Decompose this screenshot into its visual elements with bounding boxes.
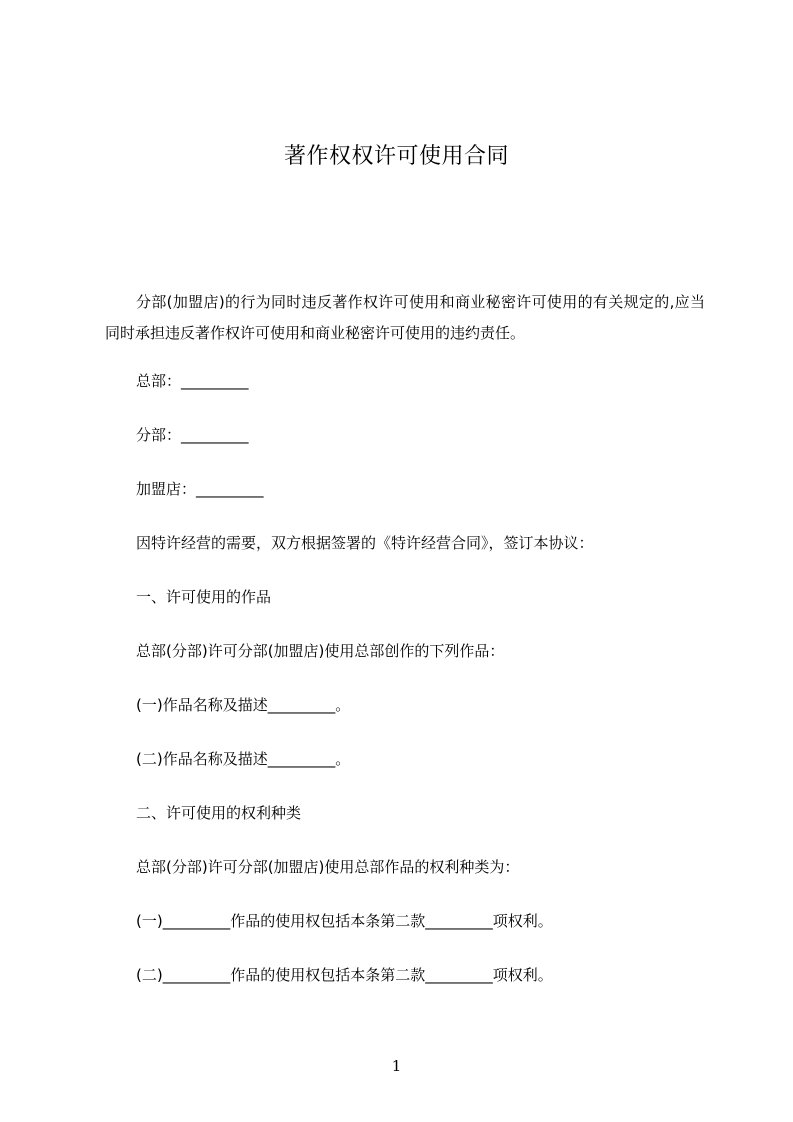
rights-item-1: (一)_________作品的使用权包括本条第二款_________项权利。: [136, 912, 553, 930]
agreement-preamble: 因特许经营的需要，双方根据签署的《特许经营合同》，签订本协议：: [136, 534, 594, 552]
franchise-store-field: 加盟店：_________: [136, 480, 264, 498]
document-title: 著作权权许可使用合同: [283, 144, 509, 169]
page-number: 1: [391, 1057, 402, 1075]
headquarters-field: 总部：_________: [136, 372, 249, 390]
branch-field: 分部：_________: [136, 426, 249, 444]
rights-types-statement: 总部(分部)许可分部(加盟店)使用总部作品的权利种类为：: [136, 858, 520, 876]
intro-paragraph: 分部(加盟店)的行为同时违反著作权许可使用和商业秘密许可使用的有关规定的,应当同时承担违反著作权许可使用和商业秘密许可使用的违约责任。: [105, 293, 705, 342]
rights-item-2: (二)_________作品的使用权包括本条第二款_________项权利。: [136, 966, 553, 984]
section-heading-rights-types: 二、许可使用的权利种类: [136, 804, 302, 822]
work-item-1: (一)作品名称及描述_________。: [136, 696, 351, 714]
work-item-2: (二)作品名称及描述_________。: [136, 750, 351, 768]
section-heading-licensed-works: 一、许可使用的作品: [136, 588, 272, 606]
licensed-works-statement: 总部(分部)许可分部(加盟店)使用总部创作的下列作品：: [136, 642, 505, 660]
